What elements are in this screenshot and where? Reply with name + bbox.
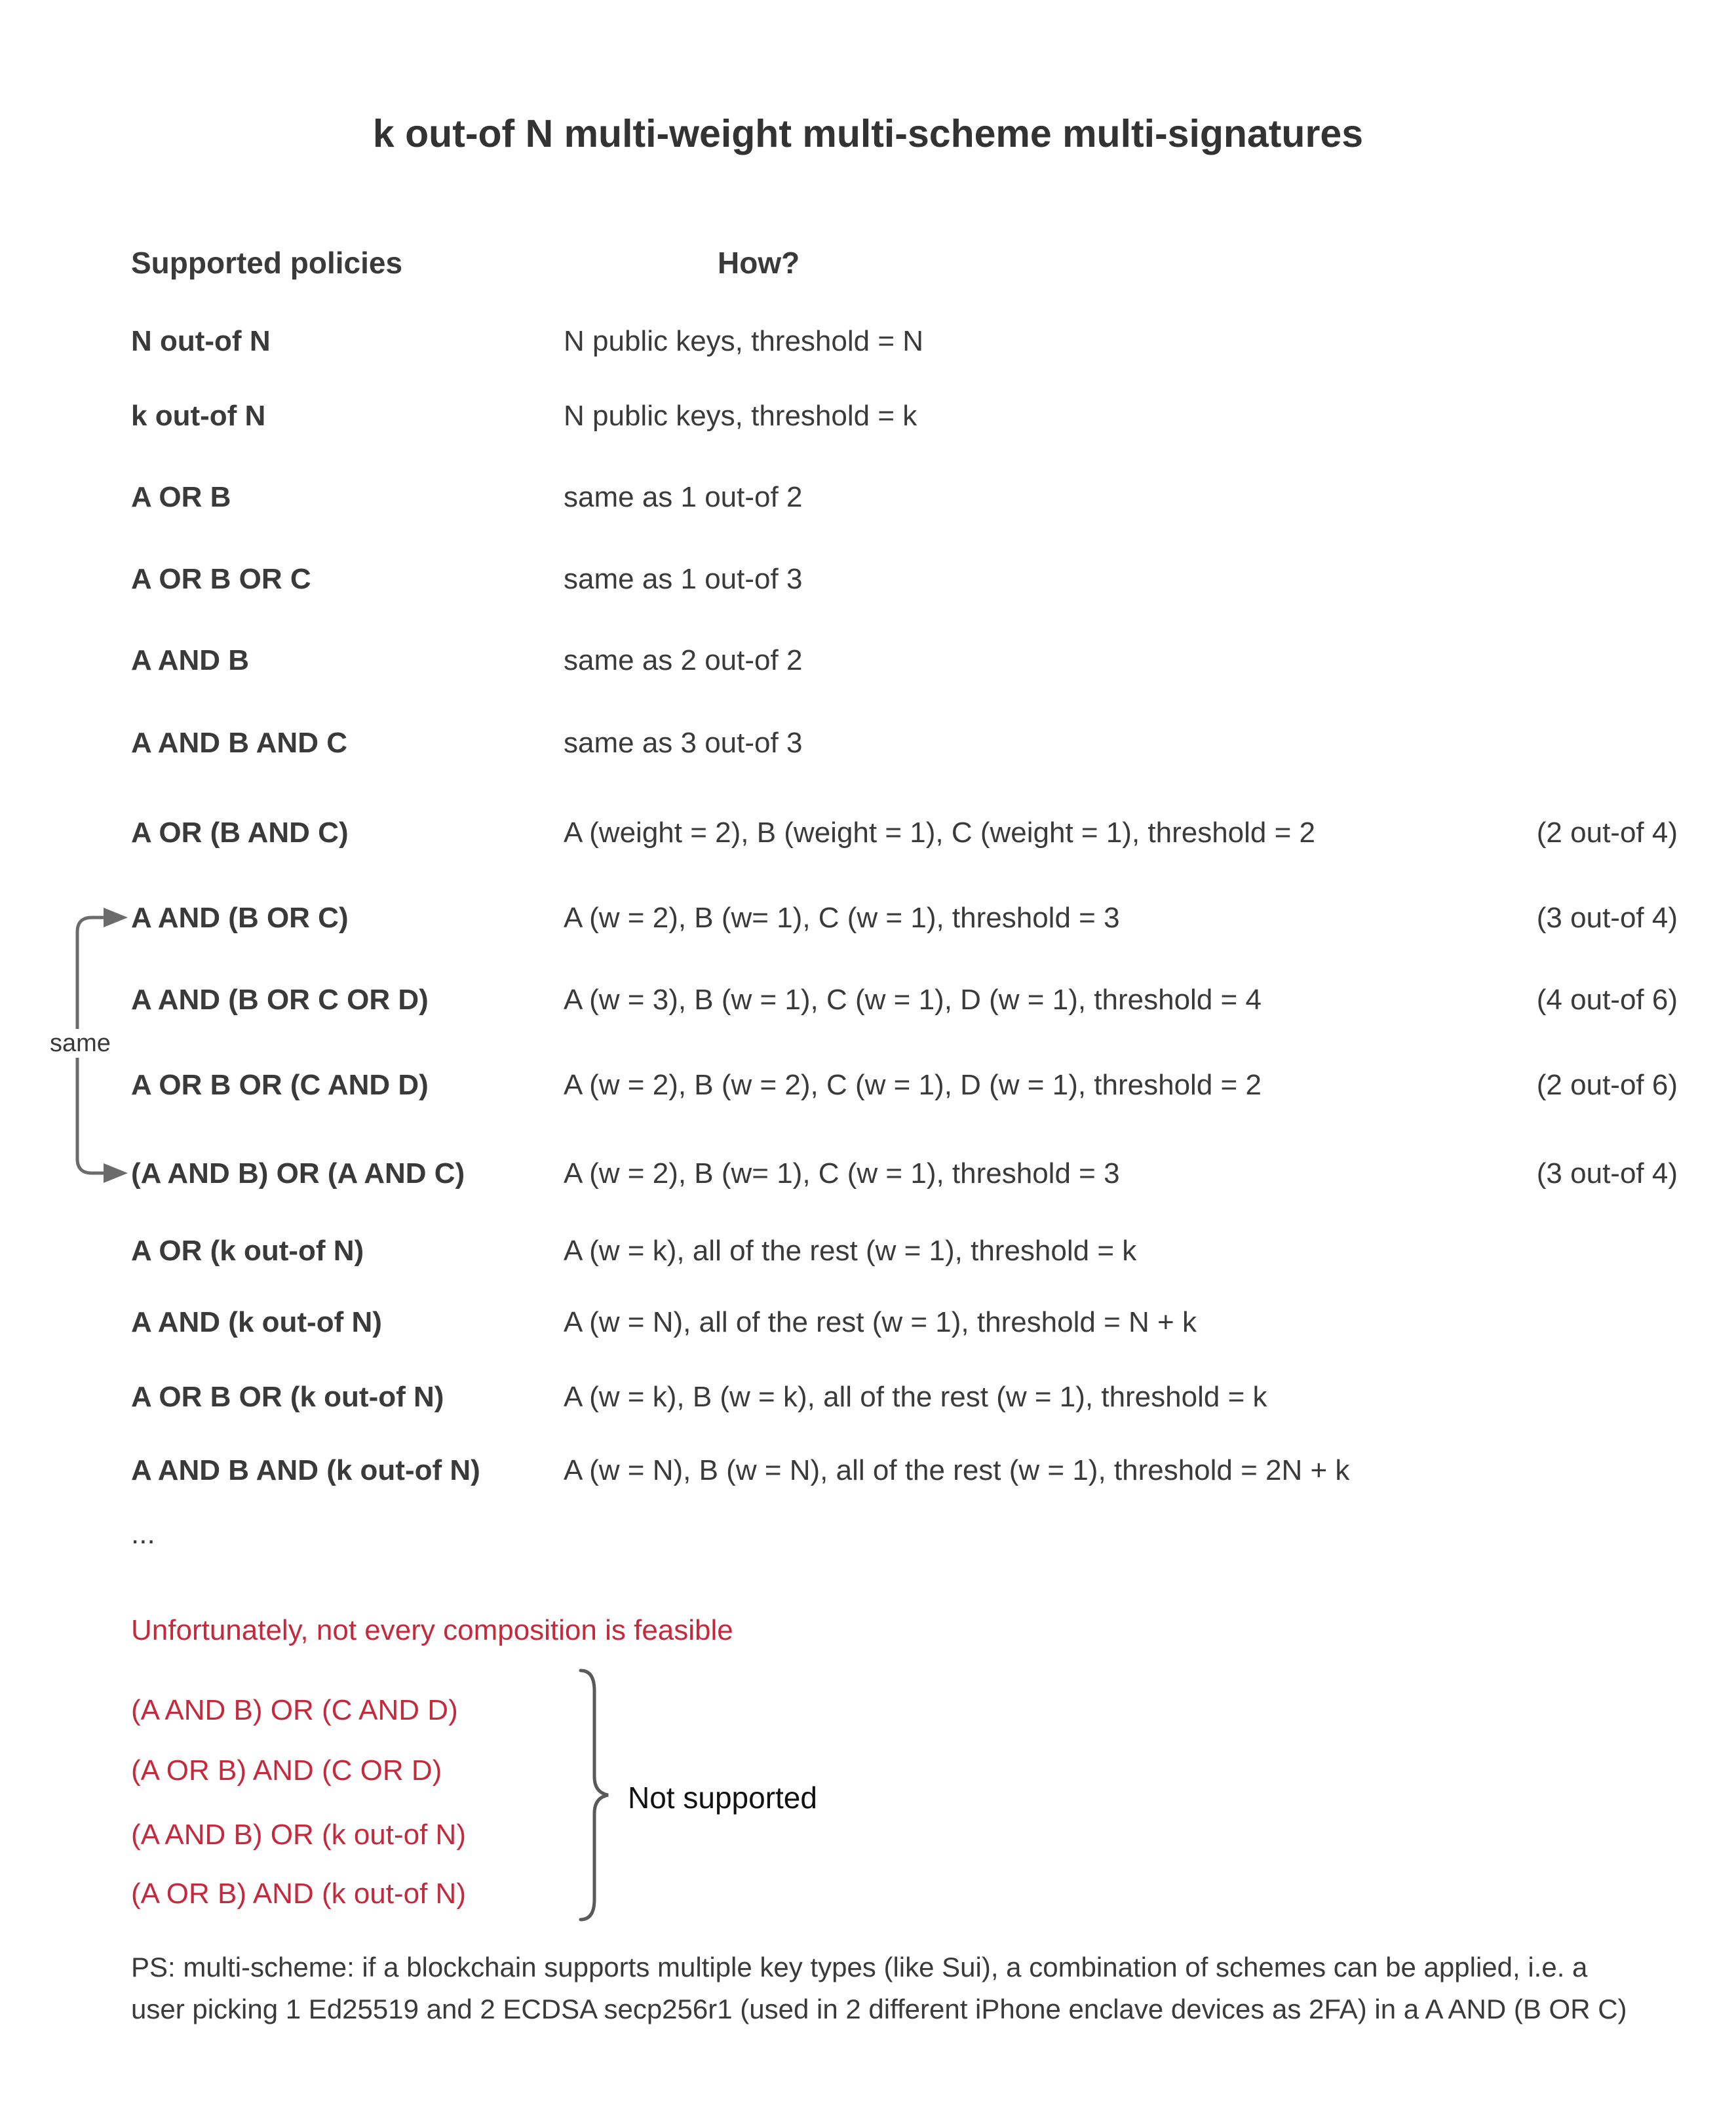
- table-row: [131, 1454, 1678, 1488]
- equivalence-note: (4 out-of 6): [1536, 984, 1678, 1016]
- policy-label: A AND (k out-of N): [131, 1306, 382, 1338]
- same-label: same: [46, 1029, 115, 1058]
- equivalence-note: (2 out-of 6): [1536, 1069, 1678, 1101]
- equivalence-note: (3 out-of 4): [1536, 1157, 1678, 1189]
- how-text: A (w = k), all of the rest (w = 1), threshold = k: [564, 1235, 1137, 1267]
- table-row: [131, 726, 1678, 760]
- how-text: same as 2 out-of 2: [564, 644, 803, 676]
- policy-label: A AND B: [131, 644, 250, 676]
- page-title: k out-of N multi-weight multi-scheme multi-signatures: [372, 112, 1364, 155]
- infeasible-heading: Unfortunately, not every composition is feasible: [131, 1614, 733, 1646]
- arrow-right-icon: [104, 908, 128, 927]
- policy-label: A AND B AND C: [131, 727, 347, 759]
- how-text: A (w = 2), B (w= 1), C (w = 1), threshold = 3: [564, 1157, 1120, 1189]
- table-row: [131, 816, 1678, 850]
- policy-label: A OR (B AND C): [131, 817, 349, 849]
- how-text: A (w = N), all of the rest (w = 1), threshold = N + k: [564, 1306, 1197, 1338]
- infeasible-item: (A OR B) AND (k out-of N): [131, 1878, 466, 1910]
- table-row: [131, 562, 1678, 596]
- ellipsis-text: ...: [131, 1518, 155, 1550]
- infeasible-item: (A AND B) OR (C AND D): [131, 1694, 458, 1726]
- policy-label: A AND (B OR C): [131, 902, 349, 934]
- not-supported-label: Not supported: [628, 1781, 817, 1815]
- table-row: [131, 1305, 1678, 1340]
- how-text: A (w = 3), B (w = 1), C (w = 1), D (w = 1), threshold = 4: [564, 984, 1262, 1016]
- table-row: [131, 480, 1678, 514]
- table-row: [131, 644, 1678, 678]
- curly-brace-icon: [579, 1669, 610, 1922]
- policy-label: A OR B OR C: [131, 563, 311, 595]
- policy-label: N out-of N: [131, 325, 271, 357]
- table-row-ellipsis: [131, 1517, 1678, 1551]
- how-text: N public keys, threshold = N: [564, 325, 924, 357]
- how-text: same as 1 out-of 2: [564, 481, 803, 513]
- policy-label: A AND B AND (k out-of N): [131, 1454, 480, 1486]
- arrow-right-icon: [104, 1163, 128, 1183]
- how-text: A (weight = 2), B (weight = 1), C (weight = 1), threshold = 2: [564, 817, 1316, 849]
- policy-label: A AND (B OR C OR D): [131, 984, 429, 1016]
- policy-label: (A AND B) OR (A AND C): [131, 1157, 465, 1189]
- how-text: same as 1 out-of 3: [564, 563, 803, 595]
- equivalence-note: (3 out-of 4): [1536, 902, 1678, 934]
- table-row: [131, 1234, 1678, 1268]
- table-row: [131, 399, 1678, 433]
- table-row: [131, 983, 1678, 1017]
- how-text: A (w = 2), B (w = 2), C (w = 1), D (w = 1), threshold = 2: [564, 1069, 1262, 1101]
- how-text: A (w = 2), B (w= 1), C (w = 1), threshold = 3: [564, 902, 1120, 934]
- policy-label: A OR (k out-of N): [131, 1235, 364, 1267]
- column-header-supported-policies: Supported policies: [131, 246, 403, 280]
- table-row: [131, 1068, 1678, 1102]
- policy-label: A OR B OR (k out-of N): [131, 1381, 444, 1413]
- infeasible-item: (A OR B) AND (C OR D): [131, 1754, 442, 1787]
- policy-label: A OR B: [131, 481, 231, 513]
- table-row: [131, 1380, 1678, 1414]
- infeasible-item: (A AND B) OR (k out-of N): [131, 1819, 466, 1851]
- table-row: [131, 324, 1678, 358]
- how-text: N public keys, threshold = k: [564, 400, 917, 432]
- postscript: PS: multi-scheme: if a blockchain supports multiple key types (like Sui), a combination of schemes can be applied, i.e. a user picking 1 Ed25519 and 2 ECDSA secp256r1 (used in 2 different iPhone enclave devices as 2FA) in a A AND (B OR C): [131, 1952, 1627, 2024]
- how-text: same as 3 out-of 3: [564, 727, 803, 759]
- column-header-how: How?: [718, 246, 800, 280]
- how-text: A (w = N), B (w = N), all of the rest (w = 1), threshold = 2N + k: [564, 1454, 1350, 1486]
- table-row: [131, 1157, 1678, 1191]
- table-row: [131, 901, 1678, 935]
- how-text: A (w = k), B (w = k), all of the rest (w = 1), threshold = k: [564, 1381, 1267, 1413]
- equivalence-note: (2 out-of 4): [1536, 817, 1678, 849]
- policy-label: A OR B OR (C AND D): [131, 1069, 429, 1101]
- policy-label: k out-of N: [131, 400, 266, 432]
